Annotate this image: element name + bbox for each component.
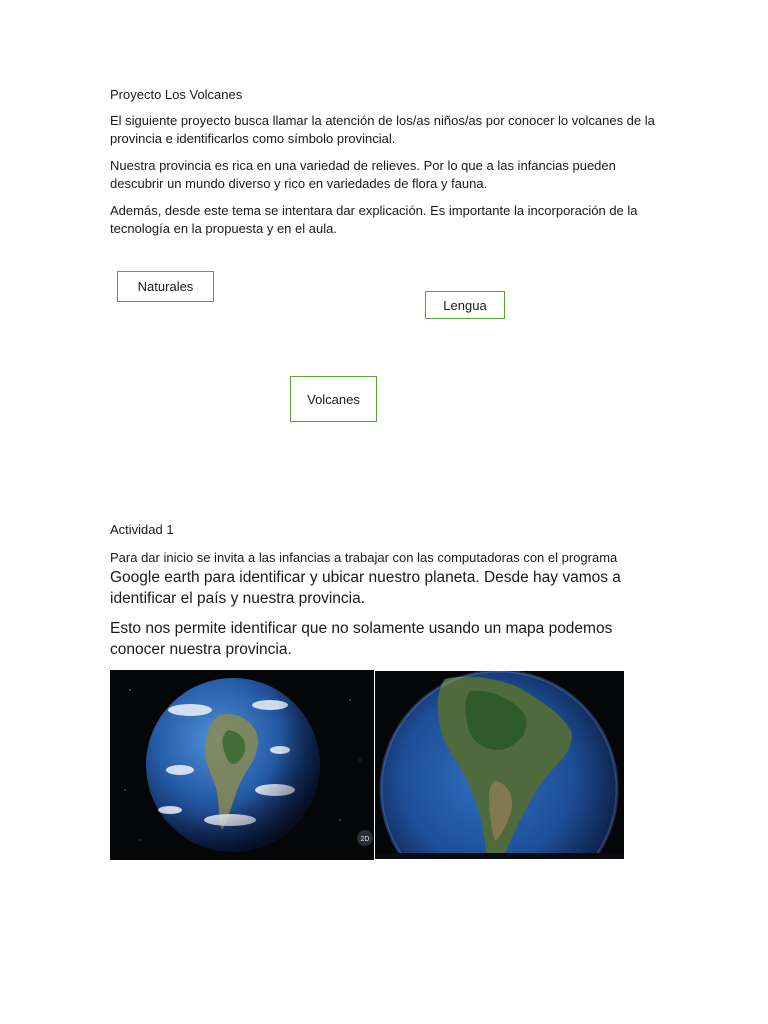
globe-image-left (110, 670, 374, 860)
view-mode-badge: 2D (360, 836, 370, 843)
paragraph-intro: El siguiente proyecto busca llamar la atención de los/as niños/as por conocer lo volcanes de la provincia e identificarlos como símbolo provincial. (110, 113, 655, 146)
globe-image-right (375, 671, 624, 859)
diagram-box-naturales (117, 271, 214, 302)
activity-heading: Actividad 1 (110, 522, 174, 537)
activity-closing: Esto nos permite identificar que no solamente usando un mapa podemos conocer nuestra provincia. (110, 620, 613, 658)
diagram-box-lengua (425, 291, 505, 319)
activity-intro-large: Google earth para identificar y ubicar nuestro planeta. Desde hay vamos a identificar el país y nuestra provincia. (110, 569, 621, 607)
diagram-label-lengua: Lengua (443, 297, 487, 313)
diagram-label-naturales: Naturales (137, 279, 194, 294)
activity-intro-small: Para dar inicio se invita a las infancias a trabajar con las computadoras con el programa (110, 550, 618, 565)
diagram-box-volcanes (290, 376, 377, 422)
diagram-label-volcanes: Volcanes (307, 391, 360, 407)
document-title: Proyecto Los Volcanes (110, 87, 243, 102)
paragraph-tecnologia: Además, desde este tema se intentara dar explicación. Es importante la incorporación de la tecnología en la propuesta y en el aula. (110, 203, 638, 236)
paragraph-relieves: Nuestra provincia es rica en una variedad de relieves. Por lo que a las infancias pueden descubrir un mundo diverso y rico en variedades de flora y fauna. (110, 158, 616, 191)
